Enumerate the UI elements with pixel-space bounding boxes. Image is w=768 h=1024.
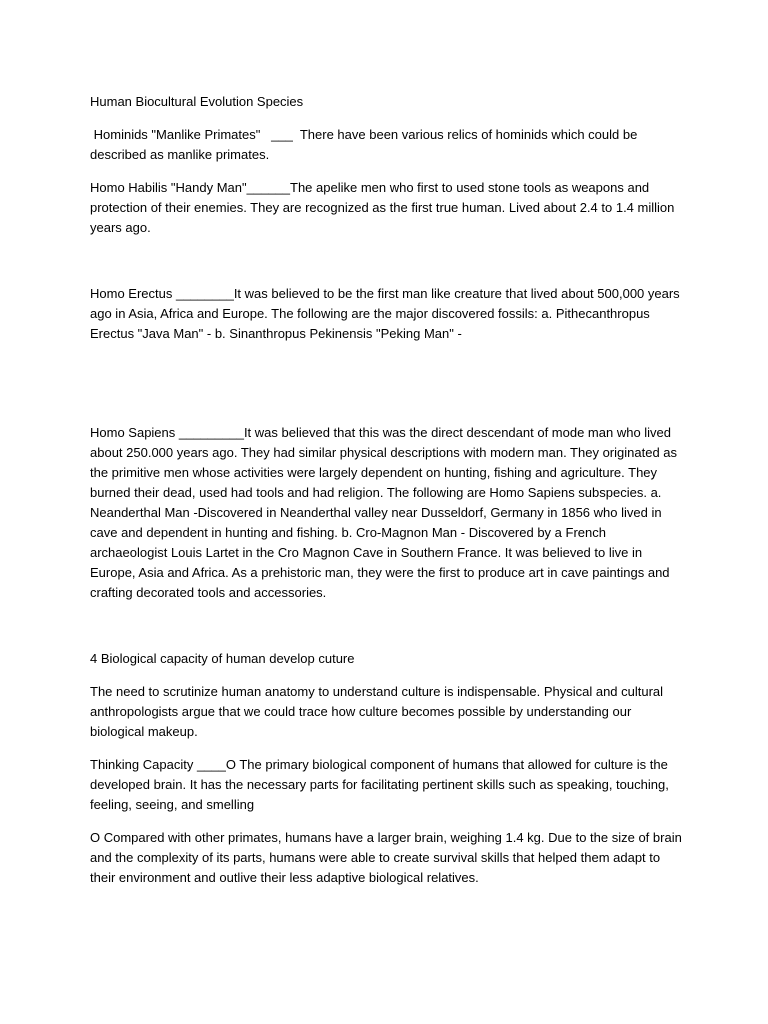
paragraph-thinking-capacity: Thinking Capacity ____O The primary biological component of humans that allowed for culture is the developed brain. It has the necessary parts for facilitating pertinent skills such as speaking, touching, feeling, seeing, and smelling: [90, 757, 673, 812]
section-heading-biological-capacity: 4 Biological capacity of human develop cuture: [90, 651, 355, 666]
paragraph-homo-erectus: Homo Erectus ________It was believed to be the first man like creature that lived about 500,000 years ago in Asia, Africa and Europe. The following are the major discovered fossils: a. Pithecanthropus Erectus "Java Man" - b. Sinanthropus Pekinensis "Peking Man" -: [90, 286, 684, 341]
paragraph-anatomy-culture: The need to scrutinize human anatomy to understand culture is indispensable. Physical and cultural anthropologists argue that we could trace how culture becomes possible by understanding our biological makeup.: [90, 684, 667, 739]
document-title: Human Biocultural Evolution Species: [90, 94, 304, 109]
paragraph-hominids: Hominids "Manlike Primates" ___ There have been various relics of hominids which could be described as manlike primates.: [90, 127, 641, 162]
paragraph-brain-size: O Compared with other primates, humans have a larger brain, weighing 1.4 kg. Due to the size of brain and the complexity of its parts, humans were able to create survival skills that helped them adapt to their environment and outlive their less adaptive biological relatives.: [90, 830, 686, 885]
paragraph-homo-habilis: Homo Habilis "Handy Man"______The apelike men who first to used stone tools as weapons and protection of their enemies. They are recognized as the first true human. Lived about 2.4 to 1.4 million years ago.: [90, 180, 678, 235]
paragraph-homo-sapiens: Homo Sapiens _________It was believed that this was the direct descendant of mode man who lived about 250.000 years ago. They had similar physical descriptions with modern man. They originated as the primitive men whose activities were largely dependent on hunting, fishing and agriculture. They burned their dead, used had tools and had religion. The following are Homo Sapiens subspecies. a. Neanderthal Man -Discovered in Neanderthal valley near Dusseldorf, Germany in 1856 who lived in cave and dependent in hunting and fishing. b. Cro-Magnon Man - Discovered by a French archaeologist Louis Lartet in the Cro Magnon Cave in Southern France. It was believed to live in Europe, Asia and Africa. As a prehistoric man, they were the first to produce art in cave paintings and crafting decorated tools and accessories.: [90, 425, 681, 600]
